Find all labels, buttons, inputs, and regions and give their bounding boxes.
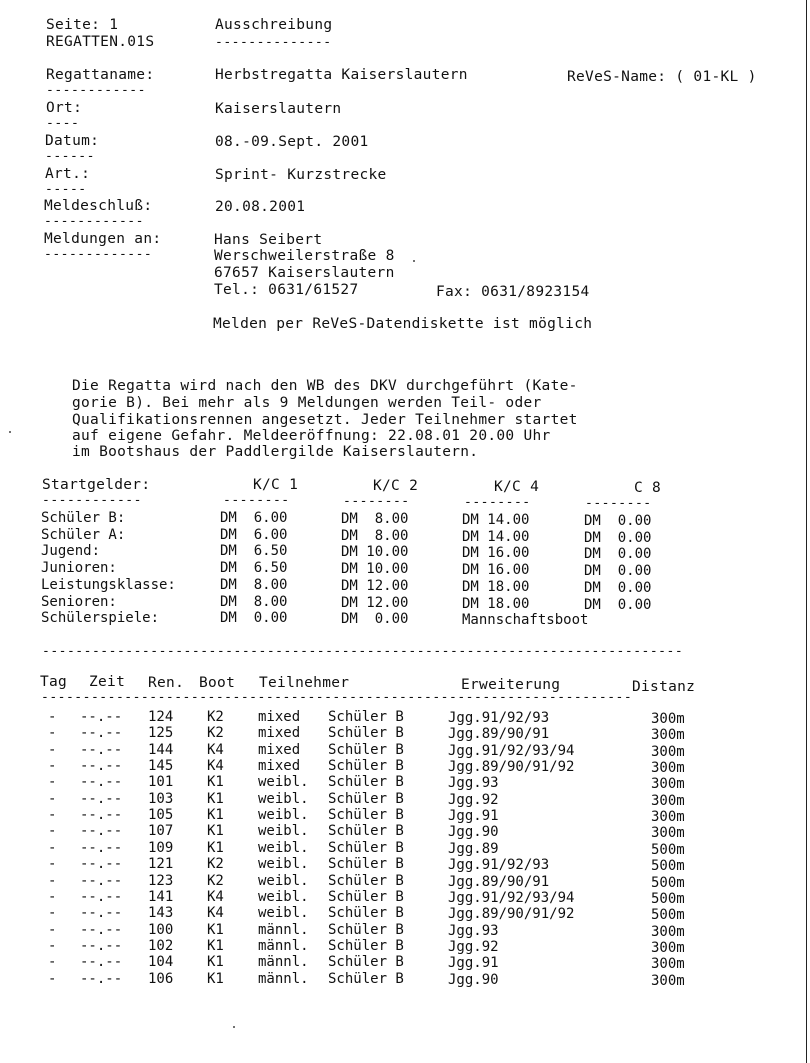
fees-c8: DM 0.00 (584, 596, 652, 613)
fees-k1: DM 6.50 (220, 543, 288, 560)
fees-k1: DM 6.50 (220, 560, 288, 577)
col-header-tag: Tag (40, 674, 68, 690)
race-tag: - (48, 905, 57, 922)
race-row (0, 954, 810, 973)
fees-row-label: Jugend: (41, 543, 101, 560)
fees-label-underline: ------------ (42, 493, 142, 508)
meldeschluss-underline: ------------ (44, 214, 144, 229)
race-number: 100 (148, 921, 174, 938)
fees-col-header: K/C 1 (253, 477, 299, 493)
art-label: Art.: (45, 166, 91, 182)
race-gender: weibl. (258, 872, 309, 889)
ort-underline: ---- (46, 116, 80, 131)
race-tag: - (48, 807, 57, 824)
race-row (0, 774, 810, 793)
document-title: Ausschreibung (215, 17, 333, 33)
fees-k2: DM 12.00 (341, 594, 409, 611)
race-zeit: --.-- (80, 921, 123, 938)
race-extension: Jgg.91/92/93 (448, 857, 550, 874)
race-zeit: --.-- (80, 856, 123, 873)
scan-speck (233, 1026, 235, 1028)
race-number: 104 (148, 954, 174, 971)
races-header-underline: ----------------------------------------------------------------------- (41, 690, 633, 705)
datum-label: Datum: (45, 133, 100, 149)
race-tag: - (48, 823, 57, 840)
race-boat: K2 (207, 856, 224, 873)
race-gender: weibl. (258, 790, 309, 807)
race-gender: männl. (258, 921, 309, 938)
fees-k4: DM 16.00 (462, 562, 530, 579)
race-distance: 300m (651, 727, 685, 744)
race-distance: 500m (651, 890, 685, 907)
race-class: Schüler B (328, 872, 404, 889)
race-number: 103 (148, 790, 174, 807)
race-row (0, 922, 810, 938)
race-gender: mixed (258, 709, 301, 725)
address-fax: Fax: 0631/8923154 (436, 284, 590, 300)
fees-k4: DM 18.00 (462, 595, 530, 612)
race-extension: Jgg.92 (448, 791, 499, 808)
fees-col-underline: -------- (343, 494, 410, 509)
col-header-boot: Boot (199, 675, 236, 691)
race-number: 106 (148, 970, 174, 987)
race-class: Schüler B (328, 790, 404, 807)
race-distance: 500m (651, 858, 685, 875)
race-row (0, 938, 810, 954)
race-zeit: --.-- (80, 872, 123, 889)
race-boat: K1 (207, 954, 224, 971)
race-boat: K2 (207, 872, 224, 889)
race-tag: - (48, 856, 57, 873)
fees-row (0, 560, 810, 580)
race-zeit: --.-- (80, 774, 123, 791)
fees-k4: DM 14.00 (462, 528, 530, 545)
fees-c8: DM 0.00 (584, 563, 652, 580)
race-row (0, 709, 810, 725)
paragraph-line: auf eigene Gefahr. Meldeeröffnung: 22.08.01 20.00 Uhr (72, 428, 551, 444)
race-row (0, 791, 810, 807)
fees-k1: DM 8.00 (220, 593, 288, 610)
race-zeit: --.-- (80, 758, 123, 775)
paragraph-line: Qualifikationsrennen angesetzt. Jeder Teilnehmer startet (72, 412, 578, 428)
race-extension: Jgg.89/90/91 (448, 873, 550, 890)
fees-row-label: Leistungsklasse: (41, 576, 176, 593)
fees-k2: DM 0.00 (341, 611, 409, 628)
race-zeit: --.-- (80, 954, 123, 971)
race-extension: Jgg.91/92/93/94 (448, 742, 575, 759)
race-zeit: --.-- (80, 709, 123, 725)
fees-k2: DM 10.00 (341, 544, 409, 561)
race-class: Schüler B (328, 741, 404, 758)
race-number: 101 (148, 774, 174, 791)
race-number: 123 (148, 872, 174, 889)
race-class: Schüler B (328, 954, 404, 971)
fees-label: Startgelder: (42, 477, 151, 493)
race-zeit: --.-- (80, 807, 123, 824)
race-zeit: --.-- (80, 970, 123, 987)
fees-k1: DM 6.00 (220, 510, 288, 526)
race-distance: 500m (651, 907, 685, 924)
race-tag: - (48, 921, 57, 938)
race-number: 105 (148, 807, 174, 824)
race-gender: männl. (258, 970, 309, 987)
section-separator: ----------------------------------------------------------------------------- (42, 644, 684, 659)
race-distance: 300m (651, 825, 685, 842)
race-zeit: --.-- (80, 888, 123, 905)
fees-row (0, 526, 810, 546)
fees-row (0, 510, 810, 529)
race-boat: K1 (207, 921, 224, 938)
race-row (0, 758, 810, 777)
col-header-teilnehmer: Teilnehmer (259, 675, 350, 691)
race-tag: - (48, 790, 57, 807)
reves-name: ReVeS-Name: ( 01-KL ) (567, 69, 757, 85)
race-gender: mixed (258, 741, 301, 758)
fees-k4: Mannschaftsboot (462, 612, 589, 629)
race-gender: weibl. (258, 807, 309, 824)
race-zeit: --.-- (80, 725, 123, 742)
race-distance: 500m (651, 841, 685, 858)
col-header-ren: Ren. (148, 675, 185, 691)
ort-label: Ort: (46, 100, 83, 116)
race-boat: K1 (207, 790, 224, 807)
race-boat: K1 (207, 839, 224, 856)
race-row (0, 856, 810, 875)
race-distance: 300m (651, 956, 685, 973)
race-distance: 300m (651, 809, 685, 826)
race-tag: - (48, 725, 57, 742)
race-number: 145 (148, 758, 174, 775)
fees-col-header: C 8 (634, 480, 662, 496)
col-header-erweiterung: Erweiterung (461, 677, 561, 693)
art-underline: ----- (45, 182, 87, 197)
race-zeit: --.-- (80, 905, 123, 922)
meldeschluss-value: 20.08.2001 (215, 199, 306, 215)
paragraph-line: im Bootshaus der Paddlergilde Kaiserslautern. (72, 444, 479, 460)
race-distance: 300m (651, 711, 685, 727)
race-row (0, 873, 810, 889)
page-number: Seite: 1 (46, 17, 119, 33)
race-extension: Jgg.91/92/93/94 (448, 889, 575, 906)
fees-c8: DM 0.00 (584, 579, 652, 596)
fees-row-label: Schüler B: (41, 510, 126, 526)
race-extension: Jgg.91 (448, 808, 499, 825)
race-distance: 300m (651, 792, 685, 809)
race-extension: Jgg.89/90/91 (448, 726, 550, 743)
race-class: Schüler B (328, 758, 404, 775)
address-name: Hans Seibert (214, 232, 323, 248)
race-number: 144 (148, 741, 174, 758)
race-boat: K1 (207, 807, 224, 824)
race-gender: mixed (258, 725, 301, 742)
fees-row-label: Junioren: (41, 560, 117, 577)
race-row (0, 807, 810, 826)
fees-k4: DM 18.00 (462, 578, 530, 595)
race-class: Schüler B (328, 709, 404, 725)
race-zeit: --.-- (80, 823, 123, 840)
race-gender: weibl. (258, 856, 309, 873)
race-row (0, 905, 810, 924)
diskette-note: Melden per ReVeS-Datendiskette ist möglich (213, 316, 593, 332)
race-number: 109 (148, 839, 174, 856)
fees-col-header: K/C 2 (373, 478, 419, 494)
race-number: 102 (148, 937, 174, 954)
race-number: 141 (148, 888, 174, 905)
meldungen-label: Meldungen an: (44, 231, 162, 247)
race-distance: 300m (651, 743, 685, 760)
race-class: Schüler B (328, 888, 404, 905)
race-extension: Jgg.89/90/91/92 (448, 906, 575, 923)
address-street: Werschweilerstraße 8 (214, 248, 395, 264)
fees-row-label: Senioren: (41, 593, 117, 610)
fees-row (0, 576, 810, 596)
fees-col-header: K/C 4 (494, 479, 540, 495)
paragraph-line: Die Regatta wird nach den WB des DKV durchgeführt (Kate- (72, 378, 578, 394)
race-tag: - (48, 970, 57, 987)
race-tag: - (48, 839, 57, 856)
fees-col-underline: -------- (223, 493, 290, 508)
race-tag: - (48, 937, 57, 954)
race-boat: K1 (207, 823, 224, 840)
fees-k4: DM 16.00 (462, 545, 530, 562)
race-class: Schüler B (328, 774, 404, 791)
race-tag: - (48, 758, 57, 775)
race-extension: Jgg.93 (448, 775, 499, 792)
race-boat: K4 (207, 741, 224, 758)
race-row (0, 840, 810, 856)
regattaname-value: Herbstregatta Kaiserslautern (215, 67, 468, 83)
race-gender: weibl. (258, 905, 309, 922)
race-extension: Jgg.92 (448, 938, 499, 955)
fees-k1: DM 8.00 (220, 576, 288, 593)
race-zeit: --.-- (80, 839, 123, 856)
race-number: 124 (148, 709, 174, 725)
race-extension: Jgg.89 (448, 840, 499, 857)
race-distance: 300m (651, 776, 685, 793)
fees-col-underline: -------- (464, 495, 531, 510)
race-gender: weibl. (258, 839, 309, 856)
race-number: 143 (148, 905, 174, 922)
race-boat: K1 (207, 970, 224, 987)
fees-row (0, 543, 810, 563)
race-class: Schüler B (328, 839, 404, 856)
race-row (0, 971, 810, 987)
fees-c8: DM 0.00 (584, 513, 652, 529)
race-class: Schüler B (328, 856, 404, 873)
race-gender: männl. (258, 937, 309, 954)
race-tag: - (48, 774, 57, 791)
race-extension: Jgg.90 (448, 824, 499, 841)
meldeschluss-label: Meldeschluß: (44, 198, 153, 214)
race-boat: K4 (207, 758, 224, 775)
race-class: Schüler B (328, 807, 404, 824)
fees-k1: DM 0.00 (220, 610, 288, 627)
race-extension: Jgg.89/90/91/92 (448, 759, 575, 776)
race-row (0, 742, 810, 758)
race-distance: 300m (651, 972, 685, 989)
race-tag: - (48, 709, 57, 725)
scan-speck (413, 260, 415, 262)
fees-c8: DM 0.00 (584, 546, 652, 563)
race-zeit: --.-- (80, 790, 123, 807)
fees-row-label: Schüler A: (41, 526, 126, 543)
fees-k4: DM 14.00 (462, 512, 530, 528)
fees-c8: DM 0.00 (584, 529, 652, 546)
fees-k2: DM 8.00 (341, 527, 409, 544)
ort-value: Kaiserslautern (215, 101, 342, 117)
race-class: Schüler B (328, 921, 404, 938)
fees-k2: DM 8.00 (341, 511, 409, 527)
datum-value: 08.-09.Sept. 2001 (215, 134, 369, 150)
title-underline: -------------- (215, 35, 332, 50)
race-gender: weibl. (258, 823, 309, 840)
race-gender: weibl. (258, 888, 309, 905)
race-boat: K4 (207, 888, 224, 905)
race-row (0, 823, 810, 842)
race-number: 107 (148, 823, 174, 840)
race-class: Schüler B (328, 725, 404, 742)
meldungen-underline: ------------- (44, 247, 153, 262)
race-distance: 300m (651, 760, 685, 777)
fees-row (0, 593, 810, 613)
race-tag: - (48, 872, 57, 889)
race-extension: Jgg.91/92/93 (448, 710, 550, 726)
race-tag: - (48, 888, 57, 905)
race-class: Schüler B (328, 905, 404, 922)
datum-underline: ------ (45, 149, 95, 164)
fees-k2: DM 12.00 (341, 577, 409, 594)
race-gender: männl. (258, 954, 309, 971)
race-distance: 300m (651, 923, 685, 940)
fees-row-label: Schülerspiele: (41, 610, 160, 627)
race-class: Schüler B (328, 823, 404, 840)
race-tag: - (48, 741, 57, 758)
race-row (0, 725, 810, 744)
art-value: Sprint- Kurzstrecke (215, 167, 387, 183)
fees-k2: DM 10.00 (341, 561, 409, 578)
scan-speck (9, 431, 11, 433)
race-class: Schüler B (328, 970, 404, 987)
race-zeit: --.-- (80, 741, 123, 758)
race-distance: 500m (651, 874, 685, 891)
race-number: 121 (148, 856, 174, 873)
race-number: 125 (148, 725, 174, 742)
race-extension: Jgg.90 (448, 971, 499, 988)
race-gender: mixed (258, 758, 301, 775)
race-boat: K2 (207, 709, 224, 725)
address-tel: Tel.: 0631/61527 (214, 282, 359, 298)
race-boat: K1 (207, 774, 224, 791)
race-class: Schüler B (328, 937, 404, 954)
paragraph-line: gorie B). Bei mehr als 9 Meldungen werden Teil- oder (72, 395, 542, 411)
fees-k1: DM 6.00 (220, 526, 288, 543)
race-gender: weibl. (258, 774, 309, 791)
regattaname-underline: ------------ (46, 83, 146, 98)
race-boat: K4 (207, 905, 224, 922)
race-row (0, 889, 810, 905)
race-tag: - (48, 954, 57, 971)
race-extension: Jgg.93 (448, 922, 499, 939)
file-name: REGATTEN.01S (46, 34, 155, 50)
race-extension: Jgg.91 (448, 955, 499, 972)
address-city: 67657 Kaiserslautern (214, 265, 395, 281)
race-boat: K2 (207, 725, 224, 742)
col-header-distanz: Distanz (632, 679, 696, 695)
race-boat: K1 (207, 937, 224, 954)
fees-col-underline: -------- (585, 496, 652, 511)
col-header-zeit: Zeit (89, 674, 126, 690)
regattaname-label: Regattaname: (46, 67, 155, 83)
race-distance: 300m (651, 939, 685, 956)
race-zeit: --.-- (80, 937, 123, 954)
fees-row (0, 610, 810, 629)
